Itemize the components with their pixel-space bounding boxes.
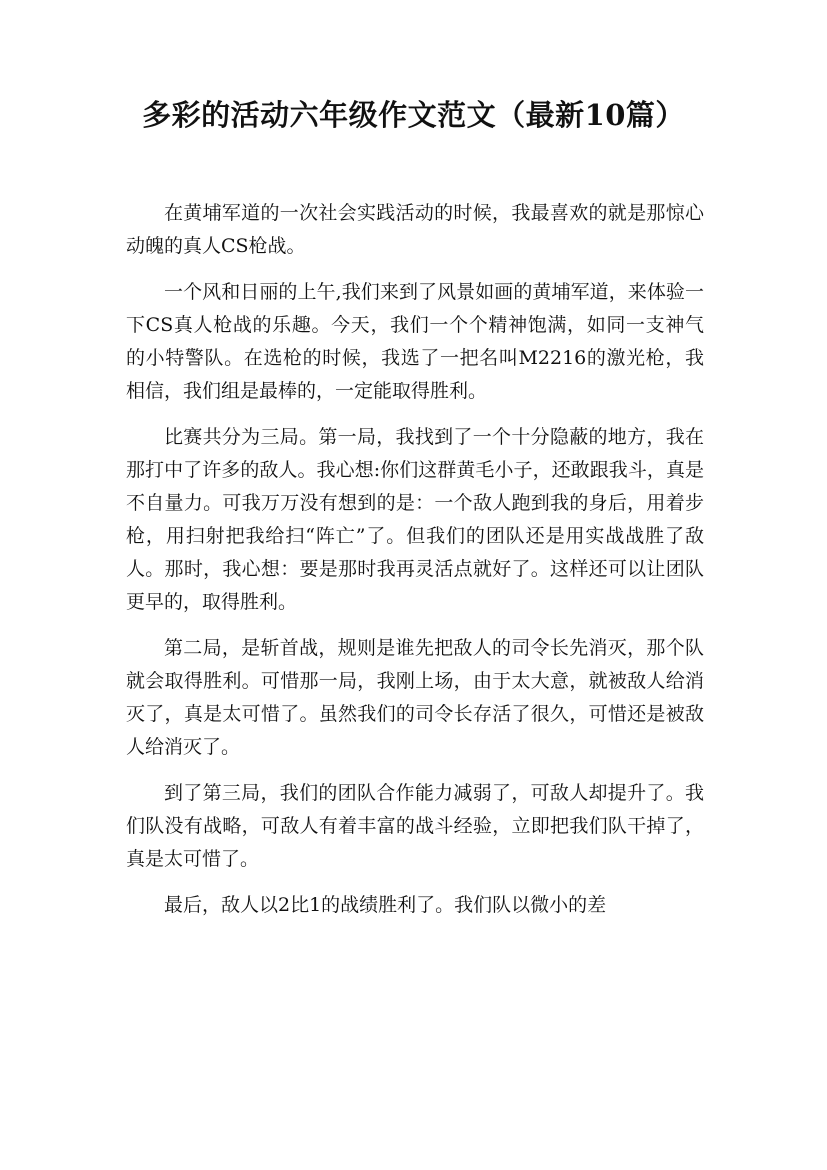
paragraph-2: 一个风和日丽的上午,我们来到了风景如画的黄埔军道，来体验一下CS真人枪战的乐趣。今天，我们一个个精神饱满，如同一支神气的小特警队。在选枪的时候，我选了一把名叫M2216的激光枪，我相信，我们组是最棒的，一定能取得胜利。 bbox=[126, 281, 704, 402]
paragraph-3: 比赛共分为三局。第一局，我找到了一个十分隐蔽的地方，我在那打中了许多的敌人。我心想:你们这群黄毛小子，还敢跟我斗，真是不自量力。可我万万没有想到的是：一个敌人跑到我的身后，用着步枪，用扫射把我给扫“阵亡”了。但我们的团队还是用实战战胜了敌人。那时，我心想：要是那时我再灵活点就好了。这样还可以让团队更早的，取得胜利。 bbox=[126, 426, 704, 613]
paragraph-5: 到了第三局，我们的团队合作能力减弱了，可敌人却提升了。我们队没有战略，可敌人有着丰富的战斗经验，立即把我们队干掉了，真是太可惜了。 bbox=[126, 782, 704, 870]
paragraph-1: 在黄埔军道的一次社会实践活动的时候，我最喜欢的就是那惊心动魄的真人CS枪战。 bbox=[126, 202, 704, 257]
paragraph-4: 第二局，是斩首战，规则是谁先把敌人的司令长先消灭，那个队就会取得胜利。可惜那一局，我刚上场，由于太大意，就被敌人给消灭了，真是太可惜了。虽然我们的司令长存活了很久，可惜还是被敌人给消灭了。 bbox=[126, 637, 704, 758]
document-title: 多彩的活动六年级作文范文（最新10篇） bbox=[142, 98, 685, 132]
paragraph-6: 最后，敌人以2比1的战绩胜利了。我们队以微小的差 bbox=[164, 894, 607, 916]
document-body bbox=[126, 197, 704, 935]
